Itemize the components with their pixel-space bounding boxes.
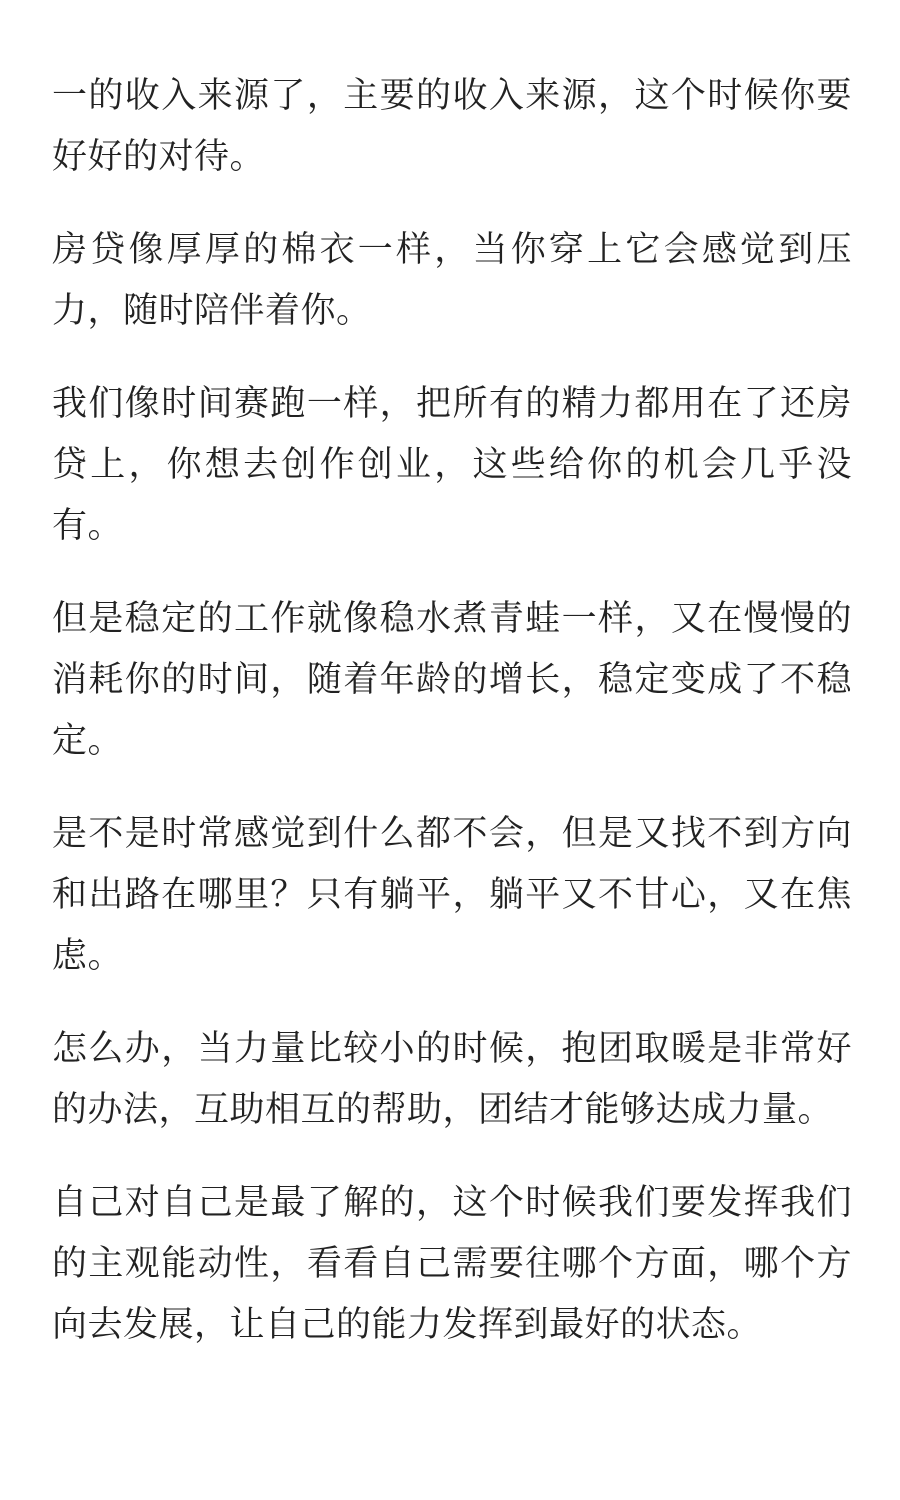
- text-line: 向去发展，让自己的能力发挥到最好的状态。: [52, 1305, 763, 1345]
- paragraph-1: [52, 66, 852, 188]
- text-line: 和出路在哪里？只有躺平，躺平又不甘心，又在焦: [52, 875, 852, 915]
- text-line: 的办法，互助相互的帮助，团结才能够达成力量。: [52, 1090, 834, 1130]
- paragraph-7: [52, 1173, 852, 1356]
- paragraph-5: [52, 804, 852, 987]
- text-line: 贷上，你想去创作创业，这些给你的机会几乎没: [52, 445, 852, 485]
- text-line: 但是稳定的工作就像稳水煮青蛙一样，又在慢慢的: [52, 599, 852, 639]
- text-line: 我们像时间赛跑一样，把所有的精力都用在了还房: [52, 384, 852, 424]
- text-line: 消耗你的时间，随着年龄的增长，稳定变成了不稳: [52, 660, 852, 700]
- paragraph-3: [52, 374, 852, 557]
- text-line: 一的收入来源了，主要的收入来源，这个时候你要: [52, 76, 852, 116]
- text-line: 虑。: [52, 936, 124, 976]
- text-line: 的主观能动性，看看自己需要往哪个方面，哪个方: [52, 1244, 852, 1284]
- text-line: 房贷像厚厚的棉衣一样，当你穿上它会感觉到压: [52, 230, 852, 270]
- text-line: 好好的对待。: [52, 137, 266, 177]
- text-line: 是不是时常感觉到什么都不会，但是又找不到方向: [52, 814, 852, 854]
- paragraph-6: [52, 1019, 852, 1141]
- text-line: 怎么办，当力量比较小的时候，抱团取暖是非常好: [52, 1029, 852, 1069]
- text-line: 自己对自己是最了解的，这个时候我们要发挥我们: [52, 1183, 852, 1223]
- paragraph-4: [52, 589, 852, 772]
- text-line: 力，随时陪伴着你。: [52, 291, 372, 331]
- article-body: [52, 66, 852, 1388]
- text-line: 有。: [52, 506, 124, 546]
- text-line: 定。: [52, 721, 124, 761]
- paragraph-2: [52, 220, 852, 342]
